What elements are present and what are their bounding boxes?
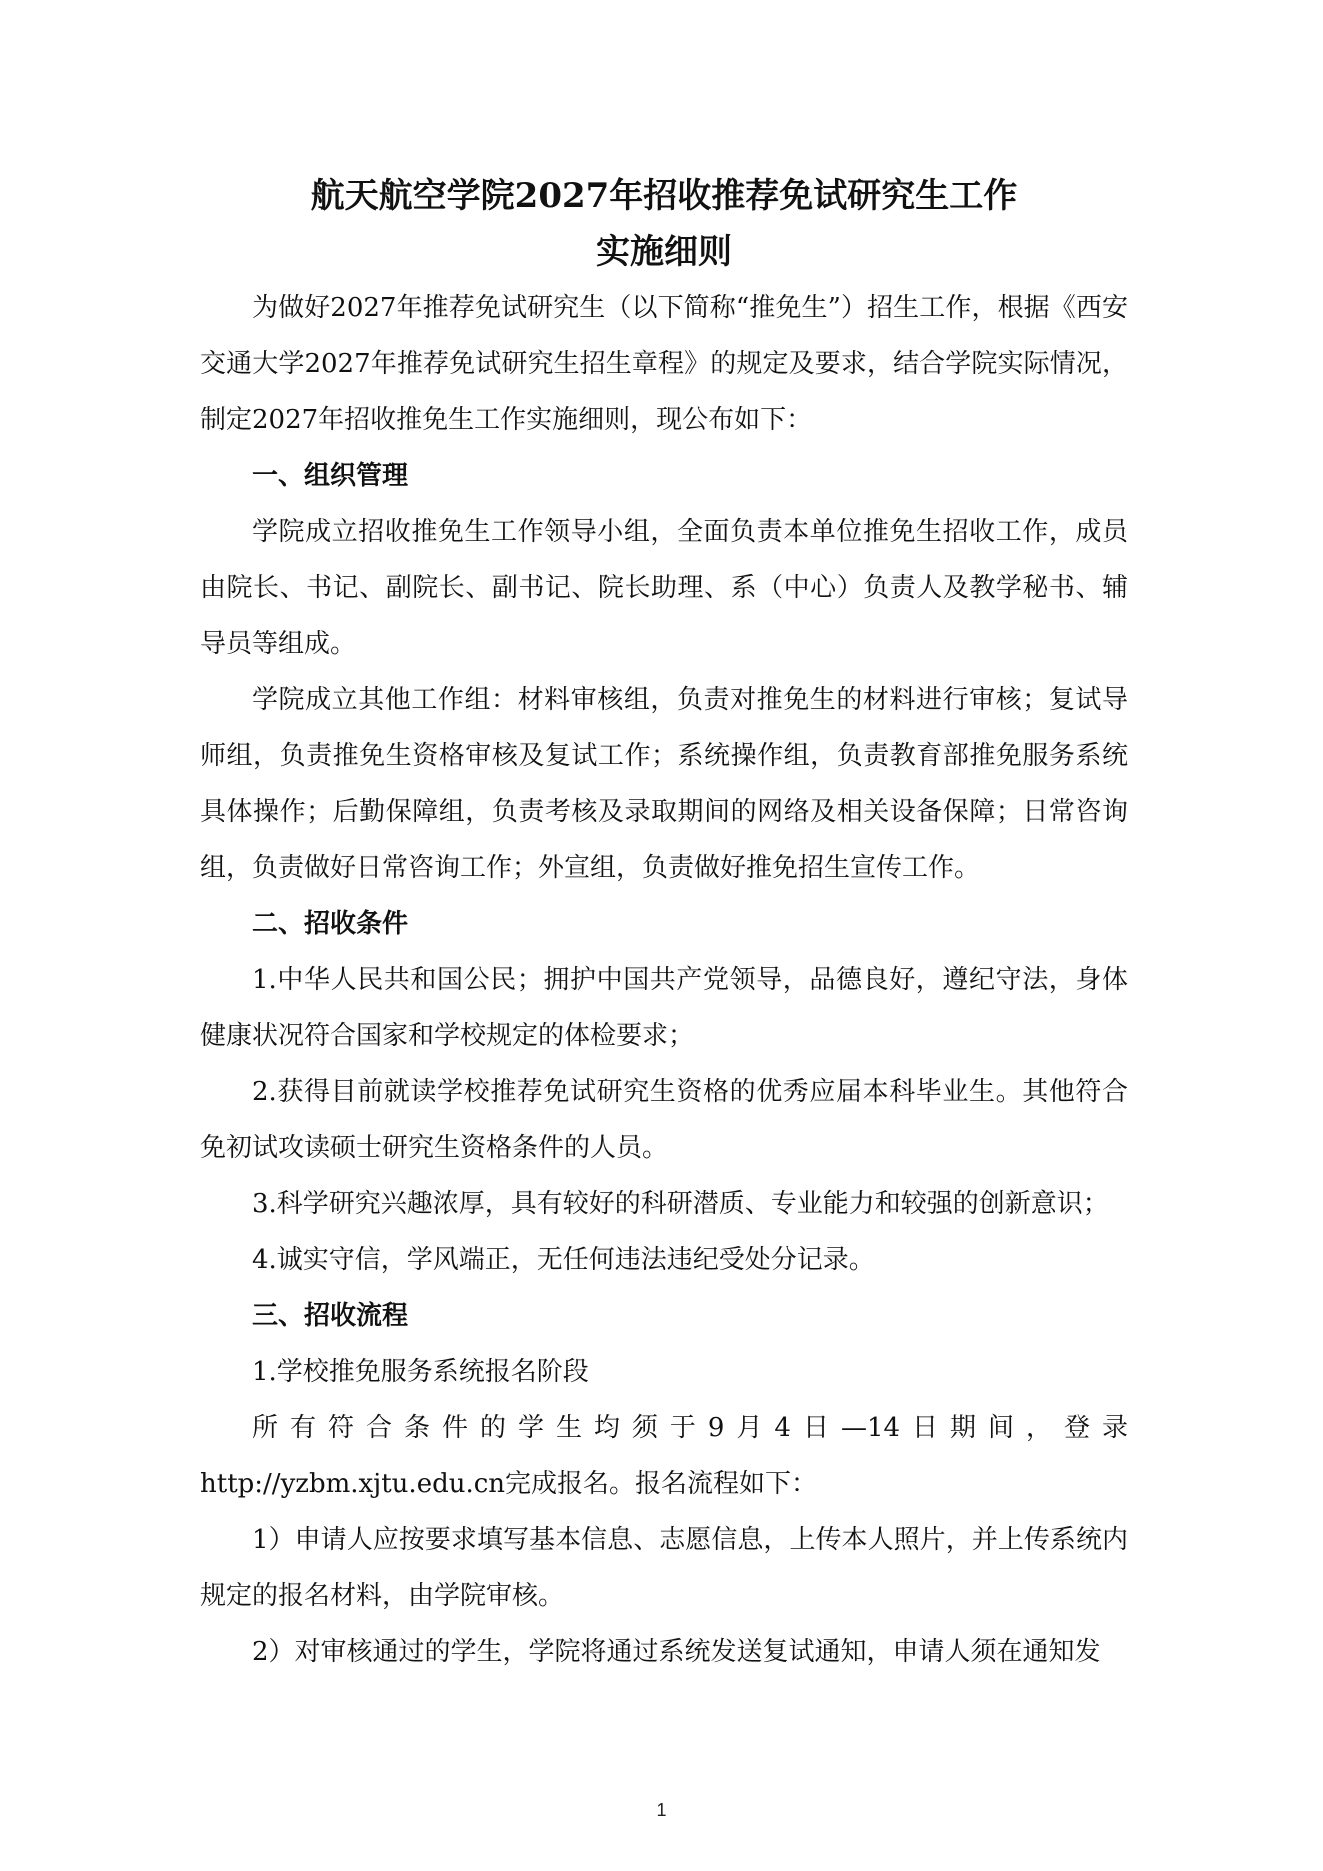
title-line-1: 航天航空学院2027年招收推荐免试研究生工作	[310, 176, 1018, 216]
intro-paragraph: 为做好2027年推荐免试研究生（以下简称“推免生”）招生工作，根据《西安交通大学2027年推荐免试研究生招生章程》的规定及要求，结合学院实际情况，制定2027年招收推免生工作实施细则，现公布如下：	[200, 293, 1128, 435]
section-heading-organization: 一、组织管理	[252, 461, 409, 491]
list-item: 2.获得目前就读学校推荐免试研究生资格的优秀应届本科毕业生。其他符合免初试攻读硕士研究生资格条件的人员。	[200, 1077, 1128, 1163]
document-body	[200, 168, 1128, 1680]
document-title	[200, 168, 1128, 280]
list-item: 1）申请人应按要求填写基本信息、志愿信息，上传本人照片，并上传系统内规定的报名材料，由学院审核。	[200, 1525, 1128, 1611]
section-heading-process: 三、招收流程	[252, 1301, 409, 1331]
list-item: 4.诚实守信，学风端正，无任何违法违纪受处分记录。	[252, 1245, 875, 1275]
title-line-2: 实施细则	[596, 232, 732, 272]
list-item: 1.中华人民共和国公民；拥护中国共产党领导，品德良好，遵纪守法，身体健康状况符合国家和学校规定的体检要求；	[200, 965, 1128, 1051]
subheading: 1.学校推免服务系统报名阶段	[252, 1357, 589, 1387]
list-item: 3.科学研究兴趣浓厚，具有较好的科研潜质、专业能力和较强的创新意识；	[252, 1189, 1109, 1219]
section-heading-conditions: 二、招收条件	[252, 909, 409, 939]
paragraph: 所有符合条件的学生均须于9月4日—14日期间，登录	[252, 1413, 1128, 1443]
page-number: 1	[656, 1800, 667, 1820]
paragraph: 学院成立其他工作组：材料审核组，负责对推免生的材料进行审核；复试导师组，负责推免生资格审核及复试工作；系统操作组，负责教育部推免服务系统具体操作；后勤保障组，负责考核及录取期间的网络及相关设备保障；日常咨询组，负责做好日常咨询工作；外宣组，负责做好推免招生宣传工作。	[200, 685, 1128, 883]
list-item: 2）对审核通过的学生，学院将通过系统发送复试通知，申请人须在通知发	[252, 1637, 1101, 1667]
registration-link-line: http://yzbm.xjtu.edu.cn完成报名。报名流程如下：	[200, 1469, 818, 1499]
paragraph: 学院成立招收推免生工作领导小组，全面负责本单位推免生招收工作，成员由院长、书记、副院长、副书记、院长助理、系（中心）负责人及教学秘书、辅导员等组成。	[200, 517, 1128, 659]
